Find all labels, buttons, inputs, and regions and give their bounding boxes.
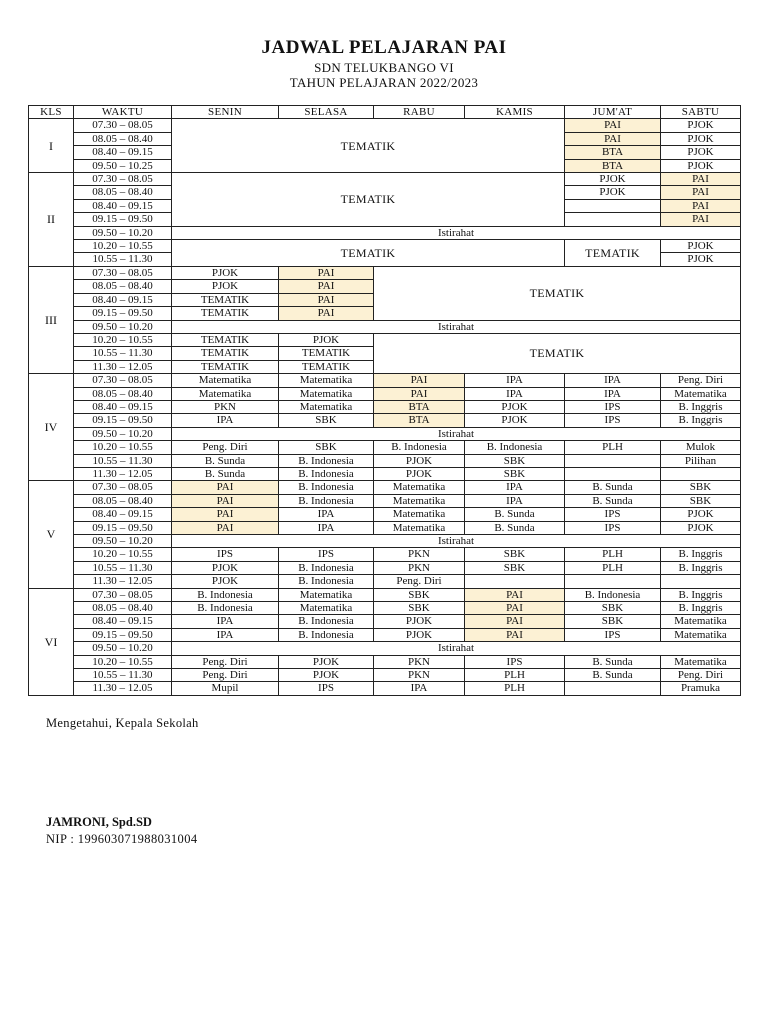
subject-cell: Mulok: [661, 441, 741, 454]
time-cell: 10.55 – 11.30: [74, 669, 172, 682]
subject-cell: B. Sunda: [565, 669, 661, 682]
table-row: [29, 441, 741, 454]
tematik-block: TEMATIK: [565, 240, 661, 267]
time-cell: 10.20 – 10.55: [74, 240, 172, 253]
subject-cell: PJOK: [172, 280, 279, 293]
subject-cell: TEMATIK: [172, 347, 279, 360]
subject-cell: B. Indonesia: [279, 575, 374, 588]
subject-cell: B. Indonesia: [172, 588, 279, 601]
subject-cell: IPS: [565, 521, 661, 534]
tematik-block: TEMATIK: [374, 333, 741, 373]
subject-cell: PLH: [565, 548, 661, 561]
subject-cell: BTA: [374, 400, 465, 413]
tematik-block: TEMATIK: [172, 173, 565, 227]
subject-cell: Matematika: [374, 508, 465, 521]
table-header-row: [29, 106, 741, 119]
subject-cell: B. Sunda: [565, 494, 661, 507]
subject-cell: PKN: [374, 655, 465, 668]
subject-cell: PJOK: [279, 669, 374, 682]
subject-cell: PJOK: [661, 146, 741, 159]
subject-cell: PLH: [465, 682, 565, 695]
time-cell: 07.30 – 08.05: [74, 266, 172, 279]
subject-cell: Peng. Diri: [661, 669, 741, 682]
subject-cell: PAI: [465, 602, 565, 615]
tematik-block: TEMATIK: [172, 119, 565, 173]
subject-cell: [661, 467, 741, 480]
subject-cell: SBK: [374, 602, 465, 615]
subject-cell: B. Inggris: [661, 400, 741, 413]
subject-cell: TEMATIK: [172, 360, 279, 373]
subject-cell: Matematika: [661, 655, 741, 668]
table-row: [29, 400, 741, 413]
subject-cell: Matematika: [374, 481, 465, 494]
subject-cell: PJOK: [374, 454, 465, 467]
subject-cell: Peng. Diri: [172, 655, 279, 668]
table-row: [29, 588, 741, 601]
time-cell: 09.15 – 09.50: [74, 521, 172, 534]
subject-cell: PAI: [279, 293, 374, 306]
subject-cell: Pramuka: [661, 682, 741, 695]
subject-cell: SBK: [374, 588, 465, 601]
time-cell: 08.40 – 09.15: [74, 199, 172, 212]
table-row: [29, 320, 741, 333]
subject-cell: Matematika: [374, 494, 465, 507]
table-row: [29, 561, 741, 574]
table-row: [29, 481, 741, 494]
subject-cell: B. Indonesia: [279, 615, 374, 628]
subject-cell: B. Sunda: [565, 655, 661, 668]
time-cell: 08.05 – 08.40: [74, 602, 172, 615]
time-cell: 09.50 – 10.20: [74, 427, 172, 440]
subject-cell: IPA: [565, 374, 661, 387]
col-header-rabu: RABU: [374, 106, 465, 119]
subject-cell: PJOK: [465, 400, 565, 413]
schedule-table: [28, 105, 741, 696]
page-title: JADWAL PELAJARAN PAI: [261, 37, 507, 58]
break-cell: Istirahat: [172, 642, 741, 655]
subject-cell: TEMATIK: [279, 360, 374, 373]
col-header-kamis: KAMIS: [465, 106, 565, 119]
subject-cell: PAI: [661, 173, 741, 186]
table-row: [29, 535, 741, 548]
subject-cell: SBK: [661, 481, 741, 494]
time-cell: 08.05 – 08.40: [74, 387, 172, 400]
subject-cell: SBK: [465, 467, 565, 480]
subject-cell: IPA: [465, 387, 565, 400]
subject-cell: Mupil: [172, 682, 279, 695]
subject-cell: TEMATIK: [172, 333, 279, 346]
subject-cell: B. Indonesia: [374, 441, 465, 454]
subject-cell: IPS: [279, 682, 374, 695]
subject-cell: B. Indonesia: [465, 441, 565, 454]
break-cell: Istirahat: [172, 535, 741, 548]
table-row: [29, 119, 741, 132]
table-row: [29, 602, 741, 615]
subject-cell: PLH: [465, 669, 565, 682]
table-row: [29, 467, 741, 480]
subject-cell: IPS: [172, 548, 279, 561]
time-cell: 11.30 – 12.05: [74, 360, 172, 373]
subject-cell: BTA: [565, 146, 661, 159]
time-cell: 10.55 – 11.30: [74, 454, 172, 467]
subject-cell: SBK: [279, 441, 374, 454]
subject-cell: PAI: [279, 266, 374, 279]
subject-cell: Matematika: [374, 521, 465, 534]
subject-cell: Matematika: [661, 628, 741, 641]
table-row: [29, 615, 741, 628]
subject-cell: SBK: [565, 615, 661, 628]
time-cell: 08.05 – 08.40: [74, 494, 172, 507]
col-header-sabtu: SABTU: [661, 106, 741, 119]
subject-cell: SBK: [465, 561, 565, 574]
table-row: [29, 333, 741, 346]
time-cell: 09.50 – 10.20: [74, 226, 172, 239]
subject-cell: TEMATIK: [172, 307, 279, 320]
subject-cell: Matematika: [172, 374, 279, 387]
subject-cell: Matematika: [661, 615, 741, 628]
subject-cell: SBK: [565, 602, 661, 615]
subject-cell: IPA: [279, 508, 374, 521]
subject-cell: IPA: [279, 521, 374, 534]
table-row: [29, 494, 741, 507]
time-cell: 09.15 – 09.50: [74, 628, 172, 641]
time-cell: 09.15 – 09.50: [74, 414, 172, 427]
subject-cell: IPA: [565, 387, 661, 400]
class-label: III: [29, 266, 74, 373]
subject-cell: Matematika: [279, 387, 374, 400]
table-row: [29, 508, 741, 521]
subject-cell: PJOK: [661, 240, 741, 253]
subject-cell: PKN: [374, 548, 465, 561]
subject-cell: IPA: [172, 628, 279, 641]
subject-cell: B. Sunda: [465, 508, 565, 521]
subject-cell: Peng. Diri: [374, 575, 465, 588]
time-cell: 07.30 – 08.05: [74, 374, 172, 387]
subject-cell: IPA: [172, 414, 279, 427]
table-row: [29, 548, 741, 561]
subject-cell: PAI: [465, 588, 565, 601]
subject-cell: [661, 575, 741, 588]
subject-cell: [565, 575, 661, 588]
subject-cell: PJOK: [661, 508, 741, 521]
subject-cell: IPA: [172, 615, 279, 628]
subject-cell: IPS: [465, 655, 565, 668]
subject-cell: PLH: [565, 561, 661, 574]
subject-cell: PAI: [465, 628, 565, 641]
subject-cell: PAI: [172, 521, 279, 534]
time-cell: 11.30 – 12.05: [74, 575, 172, 588]
table-row: [29, 414, 741, 427]
subject-cell: TEMATIK: [172, 293, 279, 306]
table-row: [29, 266, 741, 279]
subject-cell: PKN: [374, 561, 465, 574]
subject-cell: B. Indonesia: [279, 494, 374, 507]
table-row: [29, 628, 741, 641]
time-cell: 07.30 – 08.05: [74, 173, 172, 186]
subject-cell: PAI: [661, 199, 741, 212]
table-row: [29, 642, 741, 655]
subject-cell: PAI: [279, 280, 374, 293]
time-cell: 10.20 – 10.55: [74, 655, 172, 668]
subject-cell: B. Indonesia: [172, 602, 279, 615]
subject-cell: B. Inggris: [661, 414, 741, 427]
time-cell: 10.55 – 11.30: [74, 561, 172, 574]
subject-cell: PAI: [279, 307, 374, 320]
class-label: I: [29, 119, 74, 173]
table-row: [29, 575, 741, 588]
subject-cell: B. Inggris: [661, 548, 741, 561]
subject-cell: B. Inggris: [661, 588, 741, 601]
time-cell: 07.30 – 08.05: [74, 481, 172, 494]
subject-cell: PJOK: [374, 615, 465, 628]
subject-cell: Peng. Diri: [172, 441, 279, 454]
subject-cell: Peng. Diri: [661, 374, 741, 387]
subject-cell: [465, 575, 565, 588]
subject-cell: PJOK: [374, 628, 465, 641]
table-row: [29, 374, 741, 387]
subject-cell: B. Indonesia: [279, 467, 374, 480]
time-cell: 08.40 – 09.15: [74, 146, 172, 159]
time-cell: 10.55 – 11.30: [74, 253, 172, 266]
subject-cell: B. Indonesia: [565, 588, 661, 601]
subject-cell: [565, 467, 661, 480]
time-cell: 11.30 – 12.05: [74, 682, 172, 695]
col-header-senin: SENIN: [172, 106, 279, 119]
time-cell: 10.20 – 10.55: [74, 548, 172, 561]
table-row: [29, 682, 741, 695]
col-header-kls: KLS: [29, 106, 74, 119]
time-cell: 09.50 – 10.20: [74, 642, 172, 655]
time-cell: 08.40 – 09.15: [74, 508, 172, 521]
subject-cell: [565, 454, 661, 467]
subject-cell: [565, 199, 661, 212]
col-header-waktu: WAKTU: [74, 106, 172, 119]
time-cell: 10.20 – 10.55: [74, 333, 172, 346]
table-row: [29, 655, 741, 668]
subject-cell: B. Sunda: [465, 521, 565, 534]
tematik-block: TEMATIK: [374, 266, 741, 320]
table-row: [29, 669, 741, 682]
time-cell: 07.30 – 08.05: [74, 119, 172, 132]
subject-cell: B. Indonesia: [279, 481, 374, 494]
class-label: V: [29, 481, 74, 588]
subject-cell: PJOK: [279, 655, 374, 668]
subject-cell: PJOK: [465, 414, 565, 427]
col-header-jumat: JUM'AT: [565, 106, 661, 119]
time-cell: 10.55 – 11.30: [74, 347, 172, 360]
time-cell: 08.40 – 09.15: [74, 293, 172, 306]
principal-name: JAMRONI, Spd.SD: [46, 815, 152, 829]
time-cell: 09.50 – 10.20: [74, 320, 172, 333]
subject-cell: PAI: [565, 119, 661, 132]
principal-nip: NIP : 199603071988031004: [46, 832, 198, 846]
subject-cell: BTA: [374, 414, 465, 427]
subject-cell: PAI: [465, 615, 565, 628]
subject-cell: B. Sunda: [172, 454, 279, 467]
break-cell: Istirahat: [172, 427, 741, 440]
subject-cell: PKN: [172, 400, 279, 413]
subject-cell: IPS: [279, 548, 374, 561]
subject-cell: PAI: [661, 186, 741, 199]
col-header-selasa: SELASA: [279, 106, 374, 119]
subject-cell: PJOK: [565, 173, 661, 186]
time-cell: 10.20 – 10.55: [74, 441, 172, 454]
subject-cell: IPS: [565, 508, 661, 521]
subject-cell: SBK: [661, 494, 741, 507]
subject-cell: PJOK: [279, 333, 374, 346]
subject-cell: PAI: [661, 213, 741, 226]
subject-cell: PAI: [172, 494, 279, 507]
table-row: [29, 454, 741, 467]
subject-cell: PKN: [374, 669, 465, 682]
subject-cell: Matematika: [279, 588, 374, 601]
time-cell: 11.30 – 12.05: [74, 467, 172, 480]
subject-cell: PAI: [374, 374, 465, 387]
table-row: [29, 226, 741, 239]
class-label: VI: [29, 588, 74, 695]
subject-cell: B. Sunda: [565, 481, 661, 494]
subject-cell: PJOK: [661, 159, 741, 172]
subject-cell: Matematika: [172, 387, 279, 400]
subject-cell: SBK: [279, 414, 374, 427]
subject-cell: Pilihan: [661, 454, 741, 467]
subject-cell: PAI: [172, 481, 279, 494]
subject-cell: PAI: [172, 508, 279, 521]
subject-cell: IPS: [565, 414, 661, 427]
subject-cell: TEMATIK: [279, 347, 374, 360]
time-cell: 09.50 – 10.25: [74, 159, 172, 172]
subject-cell: PAI: [565, 132, 661, 145]
subject-cell: B. Inggris: [661, 561, 741, 574]
time-cell: 09.50 – 10.20: [74, 535, 172, 548]
time-cell: 07.30 – 08.05: [74, 588, 172, 601]
school-name: SDN TELUKBANGO VI: [314, 60, 454, 75]
subject-cell: SBK: [465, 548, 565, 561]
tematik-block: TEMATIK: [172, 240, 565, 267]
subject-cell: B. Indonesia: [279, 454, 374, 467]
time-cell: 08.40 – 09.15: [74, 400, 172, 413]
subject-cell: Matematika: [279, 400, 374, 413]
subject-cell: IPA: [465, 481, 565, 494]
time-cell: 08.05 – 08.40: [74, 186, 172, 199]
subject-cell: B. Sunda: [172, 467, 279, 480]
time-cell: 08.05 – 08.40: [74, 132, 172, 145]
subject-cell: [565, 682, 661, 695]
time-cell: 08.05 – 08.40: [74, 280, 172, 293]
acknowledgement-text: Mengetahui, Kepala Sekolah: [46, 716, 199, 730]
time-cell: 09.15 – 09.50: [74, 307, 172, 320]
subject-cell: PJOK: [661, 119, 741, 132]
table-row: [29, 173, 741, 186]
table-row: [29, 387, 741, 400]
subject-cell: IPS: [565, 400, 661, 413]
subject-cell: B. Indonesia: [279, 561, 374, 574]
subject-cell: PJOK: [565, 186, 661, 199]
academic-year: TAHUN PELAJARAN 2022/2023: [289, 75, 479, 90]
class-label: IV: [29, 374, 74, 481]
break-cell: Istirahat: [172, 226, 741, 239]
subject-cell: PJOK: [661, 253, 741, 266]
subject-cell: [565, 213, 661, 226]
subject-cell: B. Indonesia: [279, 628, 374, 641]
time-cell: 08.40 – 09.15: [74, 615, 172, 628]
table-row: [29, 240, 741, 253]
time-cell: 09.15 – 09.50: [74, 213, 172, 226]
subject-cell: PJOK: [661, 521, 741, 534]
subject-cell: PJOK: [172, 575, 279, 588]
subject-cell: IPA: [374, 682, 465, 695]
subject-cell: PJOK: [374, 467, 465, 480]
subject-cell: IPA: [465, 374, 565, 387]
subject-cell: IPS: [565, 628, 661, 641]
table-row: [29, 521, 741, 534]
subject-cell: BTA: [565, 159, 661, 172]
subject-cell: PJOK: [172, 561, 279, 574]
table-row: [29, 427, 741, 440]
break-cell: Istirahat: [172, 320, 741, 333]
subject-cell: B. Inggris: [661, 602, 741, 615]
subject-cell: PLH: [565, 441, 661, 454]
subject-cell: Matematika: [279, 602, 374, 615]
class-label: II: [29, 173, 74, 267]
subject-cell: Matematika: [661, 387, 741, 400]
subject-cell: PJOK: [172, 266, 279, 279]
subject-cell: IPA: [465, 494, 565, 507]
subject-cell: PJOK: [661, 132, 741, 145]
subject-cell: Peng. Diri: [172, 669, 279, 682]
subject-cell: Matematika: [279, 374, 374, 387]
subject-cell: SBK: [465, 454, 565, 467]
subject-cell: PAI: [374, 387, 465, 400]
